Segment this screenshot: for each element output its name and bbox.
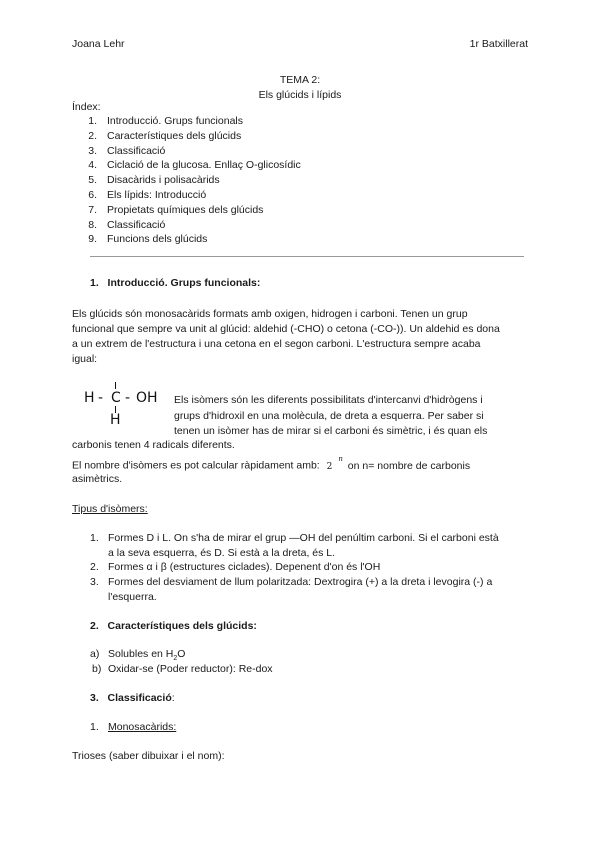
index-item-text: Classificació: [107, 144, 166, 157]
item-label: b): [92, 663, 102, 675]
index-item-text: Introducció. Grups funcionals: [107, 115, 243, 127]
index-item-num: 8.: [88, 218, 97, 231]
index-item-num: 2.: [88, 129, 97, 142]
index-item-num: 3.: [88, 144, 97, 157]
formula-carbon: C: [111, 390, 121, 406]
formula-oh: OH: [136, 390, 158, 406]
sub-heading: Monosacàrids:: [108, 721, 177, 733]
isomer-types-heading: Tipus d'isòmers:: [72, 503, 148, 515]
item-num: 2.: [90, 561, 99, 573]
doc-title-line2: Els glúcids i lípids: [258, 89, 342, 101]
section3-title-tail: :: [171, 692, 175, 704]
header-author: Joana Lehr: [72, 38, 125, 50]
section3-title: Classificació: [107, 692, 172, 704]
index-item: [72, 114, 301, 129]
item-subscript: 2: [173, 655, 178, 663]
section2-item-b: [92, 663, 273, 675]
text-line: Formes del desviament de llum polaritzada: Dextrogira (+) a la dreta i levogira (-) a: [108, 576, 493, 588]
count-exponent: n: [338, 455, 343, 463]
index-item: [72, 188, 301, 203]
section3-heading: [90, 692, 175, 704]
sub-num: 1.: [90, 721, 99, 733]
count-prefix: El nombre d'isòmers es pot calcular ràpidament amb:: [72, 459, 320, 472]
index-item: [72, 144, 301, 159]
section-divider: [90, 256, 524, 257]
index-item-num: 5.: [88, 174, 97, 187]
isomer-count: [72, 455, 471, 472]
index-item-num: 1.: [88, 115, 97, 127]
index-list: [72, 114, 301, 247]
isomer-type-item: [90, 575, 530, 605]
text-line: grups d'hidroxil en una molècula, de dreta a esquerra. Per saber si: [174, 409, 484, 422]
text-line: Formes D i L. On s'ha de mirar el grup —OH del penúltim carboni. Si el carboni està: [108, 532, 499, 544]
header-course: 1r Batxillerat: [469, 38, 528, 50]
section2-num: 2.: [90, 620, 99, 632]
text-line: Formes α i β (estructures ciclades). Depenent d'on és l'OH: [108, 561, 381, 573]
index-item: [72, 218, 301, 233]
formula-h-left: H: [84, 390, 95, 406]
formula-bond-top: [115, 382, 116, 389]
count-base: 2: [326, 461, 333, 472]
isomer-paragraph: [174, 393, 487, 440]
index-item: [72, 232, 301, 247]
section1-heading: [90, 277, 260, 289]
section1-intro: [72, 307, 532, 367]
index-item: [72, 173, 301, 188]
item-num: 3.: [90, 576, 99, 588]
item-num: 1.: [90, 532, 99, 544]
index-item-text: Funcions dels glúcids: [107, 233, 208, 246]
index-item: [72, 129, 301, 144]
section2-item-a: [90, 648, 185, 662]
index-item-num: 6.: [88, 188, 97, 201]
carbon-formula: [84, 382, 174, 432]
index-item-num: 7.: [88, 203, 97, 216]
text-line: l'esquerra.: [108, 591, 157, 603]
subsection-monosacarids: [90, 721, 176, 733]
section1-title: Introducció. Grups funcionals:: [107, 277, 261, 289]
section2-heading: [90, 620, 257, 632]
text-line: funcional que sempre va unit al glúcid: aldehid (-CHO) o cetona (-CO-)). Un aldehid es dona: [72, 323, 500, 335]
index-label: Índex:: [72, 101, 101, 113]
count-line2: asimètrics.: [72, 473, 123, 485]
trioses-text: Trioses (saber dibuixar i el nom):: [72, 750, 225, 762]
item-text-end: O: [177, 648, 186, 660]
doc-title-line1: TEMA 2:: [279, 74, 321, 86]
index-item: [72, 203, 301, 218]
index-item-num: 9.: [88, 233, 97, 246]
text-line: a la seva esquerra, és D. Si està a la dreta, és L.: [108, 547, 336, 559]
text-line: a un extrem de l'estructura i una cetona en el segon carboni. L'estructura sempre acaba: [72, 338, 481, 350]
index-item-text: Ciclació de la glucosa. Enllaç O-glicosídic: [107, 159, 301, 172]
item-text: Solubles en H: [108, 648, 174, 660]
index-item-num: 4.: [88, 159, 97, 172]
index-item-text: Els lípids: Introducció: [107, 188, 207, 201]
index-item-text: Propietats químiques dels glúcids: [107, 203, 264, 216]
formula-h-bottom: H: [110, 412, 121, 428]
item-label: a): [90, 648, 100, 660]
formula-bond-left: -: [98, 390, 104, 406]
item-text: Oxidar-se (Poder reductor): Re-dox: [108, 663, 273, 675]
section3-num: 3.: [90, 692, 99, 704]
index-item-text: Classificació: [107, 218, 166, 231]
section1-num: 1.: [90, 277, 99, 289]
count-suffix: on n= nombre de carbonis: [347, 459, 471, 472]
text-line: tenen un isòmer has de mirar si el carboni és simètric, i és quan els: [174, 425, 488, 437]
isomer-type-item: [90, 531, 530, 561]
index-item-text: Característiques dels glúcids: [107, 129, 242, 142]
text-line: carbonis tenen 4 radicals diferents.: [72, 439, 235, 451]
text-line: Els isòmers són les diferents possibilitats d'intercanvi d'hidrògens i: [174, 394, 483, 406]
index-item-text: Disacàrids i polisacàrids: [107, 174, 220, 187]
isomer-type-item: [90, 560, 530, 575]
text-line: igual:: [72, 353, 98, 365]
formula-bond-right: -: [125, 390, 131, 406]
section2-title: Característiques dels glúcids:: [107, 620, 257, 632]
text-line: Els glúcids són monosacàrids formats amb oxigen, hidrogen i carboni. Tenen un grup: [72, 308, 468, 320]
index-item: [72, 158, 301, 173]
